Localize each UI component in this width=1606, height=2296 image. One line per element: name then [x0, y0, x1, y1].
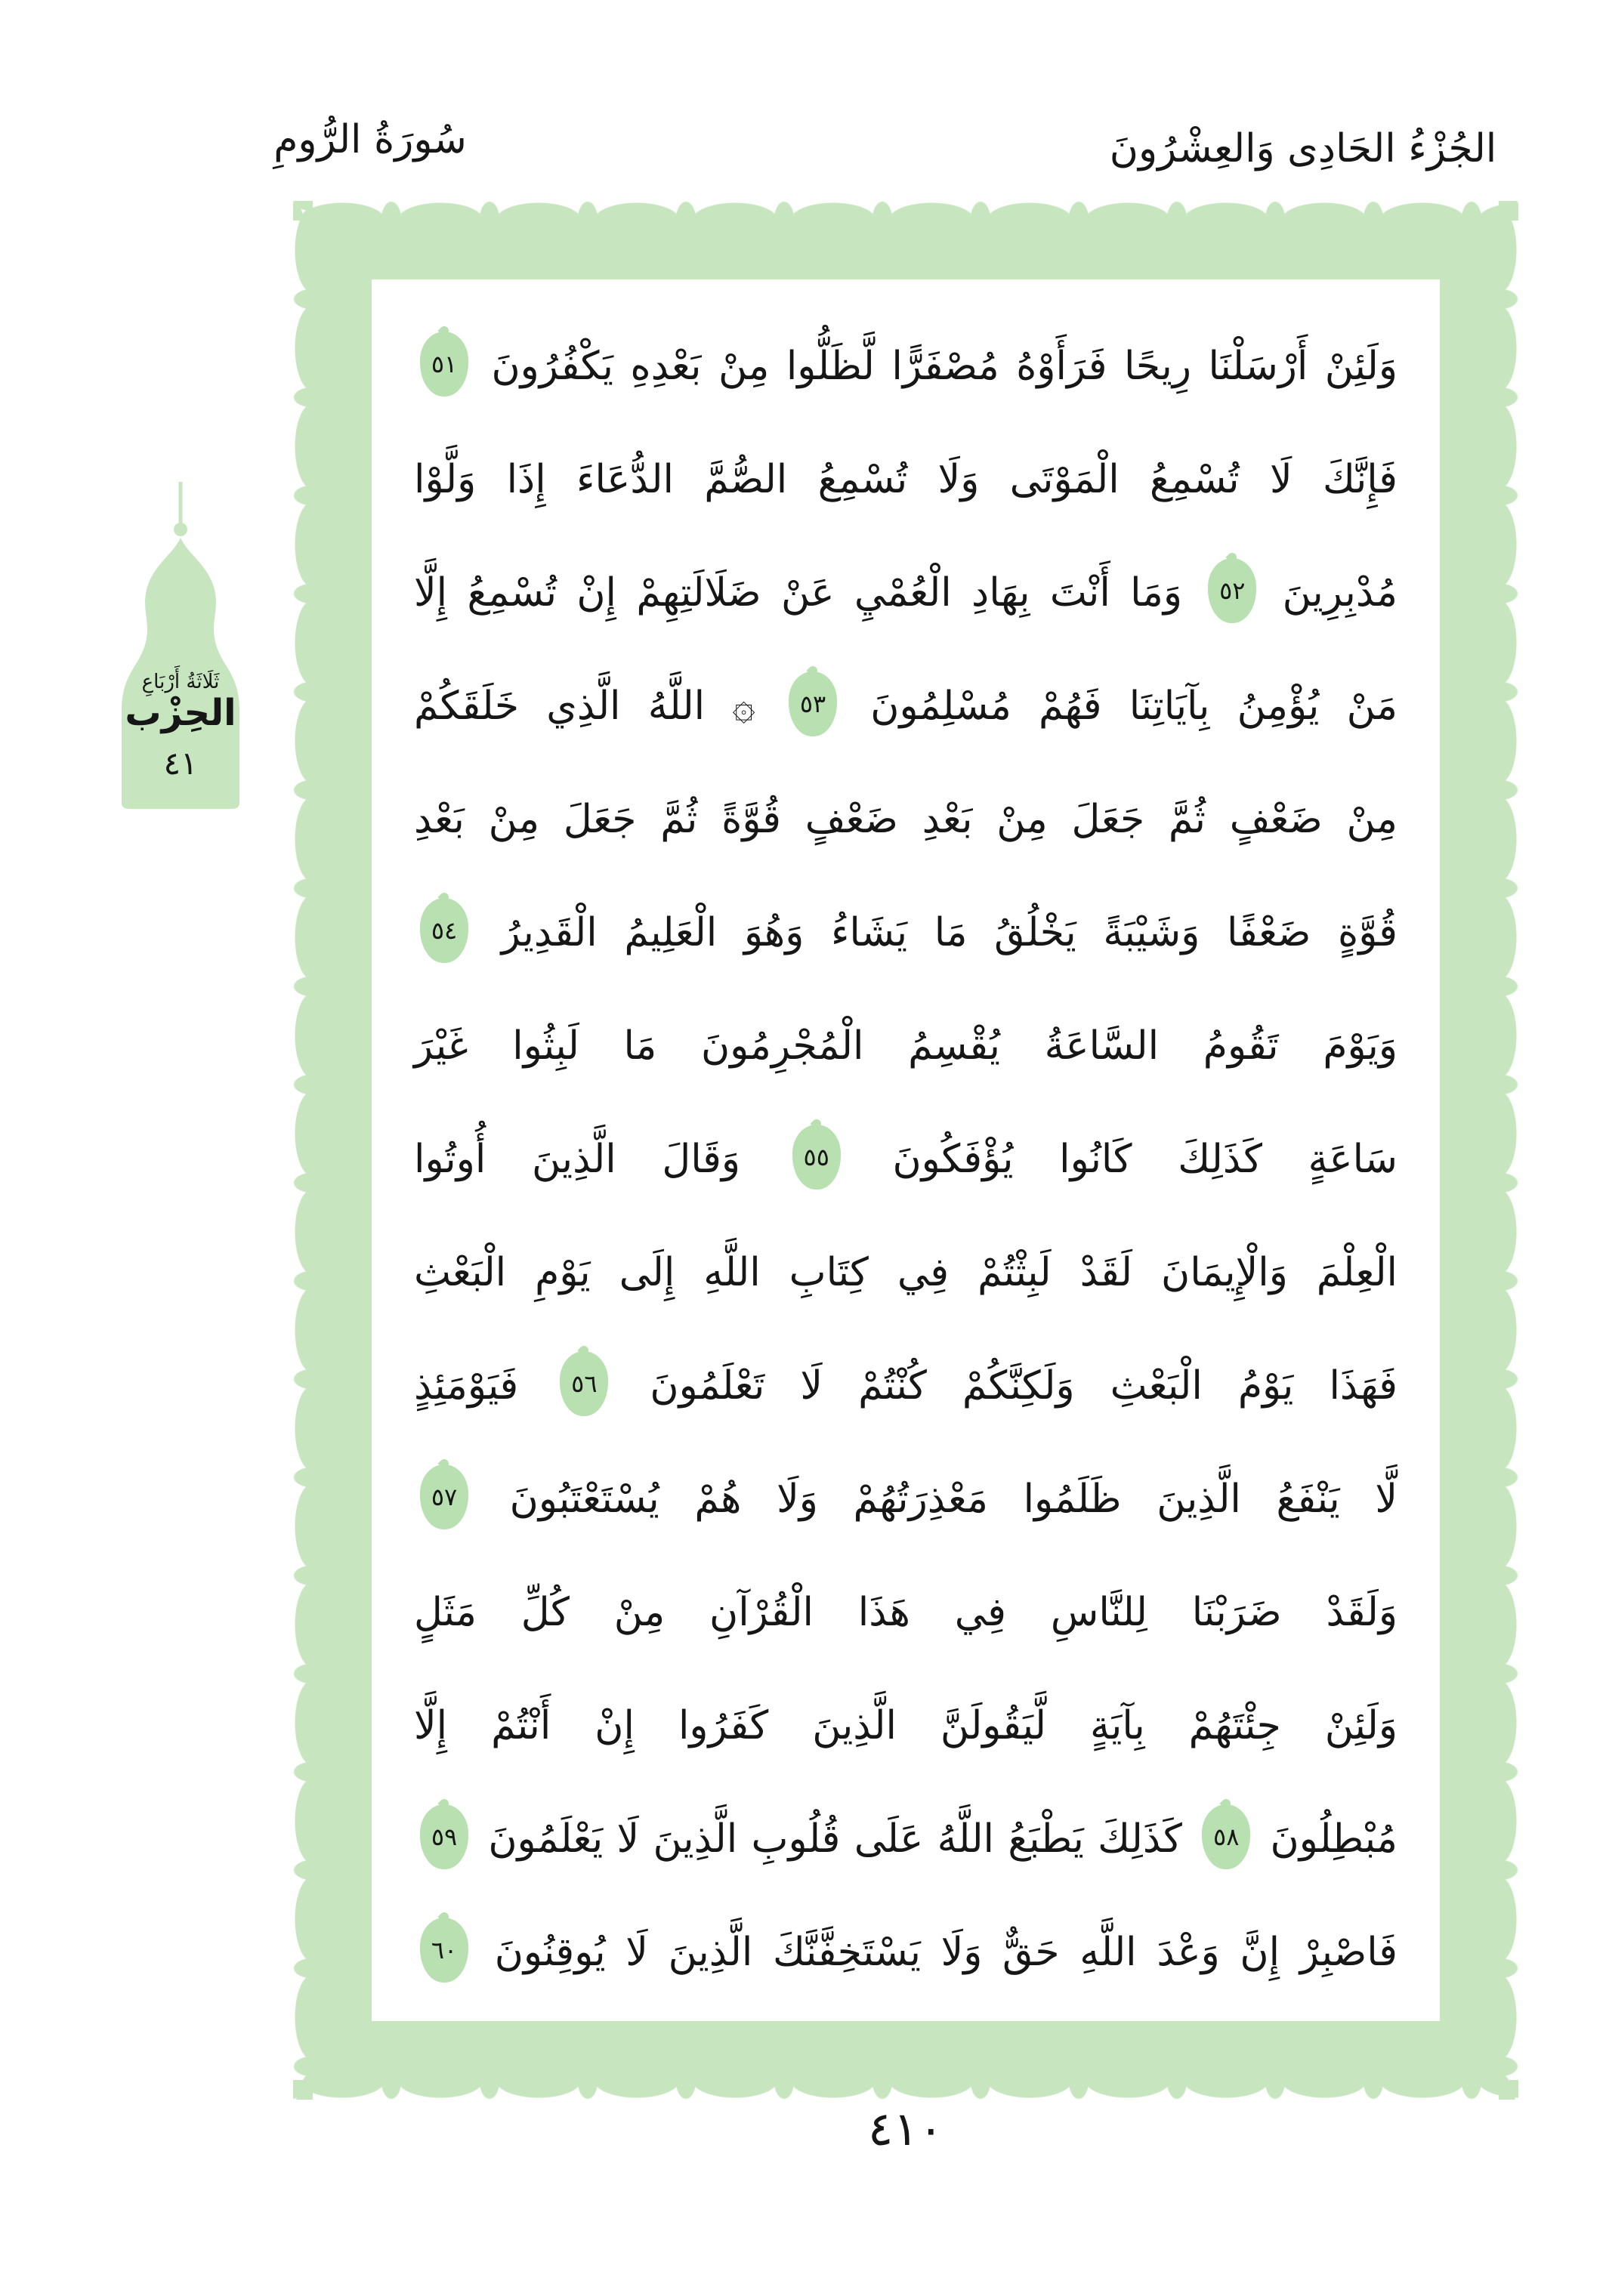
- quran-text: فَيَوْمَئِذٍ: [414, 1363, 519, 1409]
- hizb-number: ٤١: [163, 745, 198, 782]
- quran-text: مُبْطِلُونَ: [1270, 1816, 1398, 1862]
- quran-line: [414, 310, 1398, 423]
- quran-text: وَلَئِنْ أَرْسَلْنَا رِيحًا فَرَأَوْهُ مُصْفَرًّا لَّظَلُّوا مِنْ بَعْدِهِ يَكْفُرُونَ: [491, 344, 1398, 389]
- ayah-number-marker: ٦٠: [420, 1918, 468, 1983]
- quran-text: كَذَلِكَ يَطْبَعُ اللَّهُ عَلَى قُلُوبِ الَّذِينَ لَا يَعْلَمُونَ: [488, 1816, 1182, 1862]
- quran-line: [414, 989, 1398, 1103]
- quran-text: وَلَقَدْ ضَرَبْنَا لِلنَّاسِ فِي هَذَا الْقُرْآنِ مِنْ كُلِّ مَثَلٍ: [414, 1590, 1398, 1635]
- ayah-number-marker: ٥٧: [420, 1464, 468, 1529]
- ayah-number-marker: ٥٨: [1202, 1804, 1250, 1869]
- quran-text: مِنْ ضَعْفٍ ثُمَّ جَعَلَ مِنْ بَعْدِ ضَعْفٍ قُوَّةً ثُمَّ جَعَلَ مِنْ بَعْدِ: [414, 797, 1398, 842]
- quran-text: مُدْبِرِينَ: [1282, 570, 1398, 616]
- quran-text: وَلَئِنْ جِئْتَهُمْ بِآيَةٍ لَّيَقُولَنَّ الَّذِينَ كَفَرُوا إِنْ أَنْتُمْ إِلَّا: [414, 1703, 1398, 1748]
- quran-text: وَمَا أَنْتَ بِهَادِ الْعُمْيِ عَنْ ضَلَالَتِهِمْ إِنْ تُسْمِعُ إِلَّا: [414, 570, 1182, 616]
- ayah-number-marker: ٥٣: [789, 671, 837, 736]
- quran-text: وَيَوْمَ تَقُومُ السَّاعَةُ يُقْسِمُ الْمُجْرِمُونَ مَا لَبِثُوا غَيْرَ: [414, 1023, 1398, 1069]
- hizb-fraction-label: ثَلَاثَةُ أَرْبَاعِ: [141, 671, 220, 693]
- quran-line: [414, 1329, 1398, 1443]
- text-panel: [372, 279, 1440, 2021]
- quran-text: ۞ اللَّهُ الَّذِي خَلَقَكُمْ: [414, 684, 755, 729]
- mushaf-lines: [372, 279, 1440, 2021]
- quran-text: لَّا يَنْفَعُ الَّذِينَ ظَلَمُوا مَعْذِرَتُهُمْ وَلَا هُمْ يُسْتَعْتَبُونَ: [509, 1477, 1398, 1522]
- quran-text: فَهَذَا يَوْمُ الْبَعْثِ وَلَكِنَّكُمْ كُنْتُمْ لَا تَعْلَمُونَ: [650, 1363, 1398, 1409]
- quran-line: [414, 876, 1398, 989]
- quran-text: فَاصْبِرْ إِنَّ وَعْدَ اللَّهِ حَقٌّ وَلَا يَسْتَخِفَّنَّكَ الَّذِينَ لَا يُوقِنُونَ: [494, 1930, 1398, 1975]
- quran-line: [414, 1669, 1398, 1782]
- quran-text: قُوَّةٍ ضَعْفًا وَشَيْبَةً يَخْلُقُ مَا يَشَاءُ وَهُوَ الْعَلِيمُ الْقَدِيرُ: [501, 910, 1398, 955]
- hizb-dome-marker: [100, 482, 261, 812]
- juz-title: الجُزْءُ الحَادِى وَالعِشْرُونَ: [1109, 126, 1497, 171]
- page-number: ٤١٠: [868, 2101, 944, 2156]
- ayah-number-marker: ٥٤: [420, 898, 468, 963]
- ayah-number-marker: ٥١: [420, 332, 468, 397]
- quran-text: وَقَالَ الَّذِينَ أُوتُوا: [414, 1137, 741, 1182]
- ayah-number-marker: ٥٥: [792, 1125, 841, 1190]
- mushaf-frame: [293, 201, 1518, 2100]
- quran-line: [414, 536, 1398, 650]
- ayah-number-marker: ٥٦: [560, 1351, 608, 1416]
- ayah-number-marker: ٥٩: [420, 1804, 468, 1869]
- quran-line: [414, 1782, 1398, 1896]
- quran-line: [414, 1443, 1398, 1556]
- quran-line: [414, 650, 1398, 763]
- ayah-number-marker: ٥٢: [1208, 558, 1256, 623]
- quran-line: [414, 1216, 1398, 1329]
- quran-line: [414, 1103, 1398, 1216]
- quran-text: فَإِنَّكَ لَا تُسْمِعُ الْمَوْتَى وَلَا تُسْمِعُ الصُّمَّ الدُّعَاءَ إِذَا وَلَّوْا: [414, 457, 1398, 502]
- quran-text: مَنْ يُؤْمِنُ بِآيَاتِنَا فَهُمْ مُسْلِمُونَ: [870, 684, 1398, 729]
- quran-line: [414, 763, 1398, 876]
- quran-text: الْعِلْمَ وَالْإِيمَانَ لَقَدْ لَبِثْتُمْ فِي كِتَابِ اللَّهِ إِلَى يَوْمِ الْبَعْثِ: [414, 1250, 1398, 1295]
- quran-line: [414, 423, 1398, 536]
- hizb-label: الحِزْب: [125, 692, 236, 734]
- quran-text: سَاعَةٍ كَذَلِكَ كَانُوا يُؤْفَكُونَ: [892, 1137, 1398, 1182]
- surah-title: سُورَةُ الرُّومِ: [273, 117, 467, 162]
- quran-line: [414, 1896, 1398, 2009]
- quran-line: [414, 1556, 1398, 1669]
